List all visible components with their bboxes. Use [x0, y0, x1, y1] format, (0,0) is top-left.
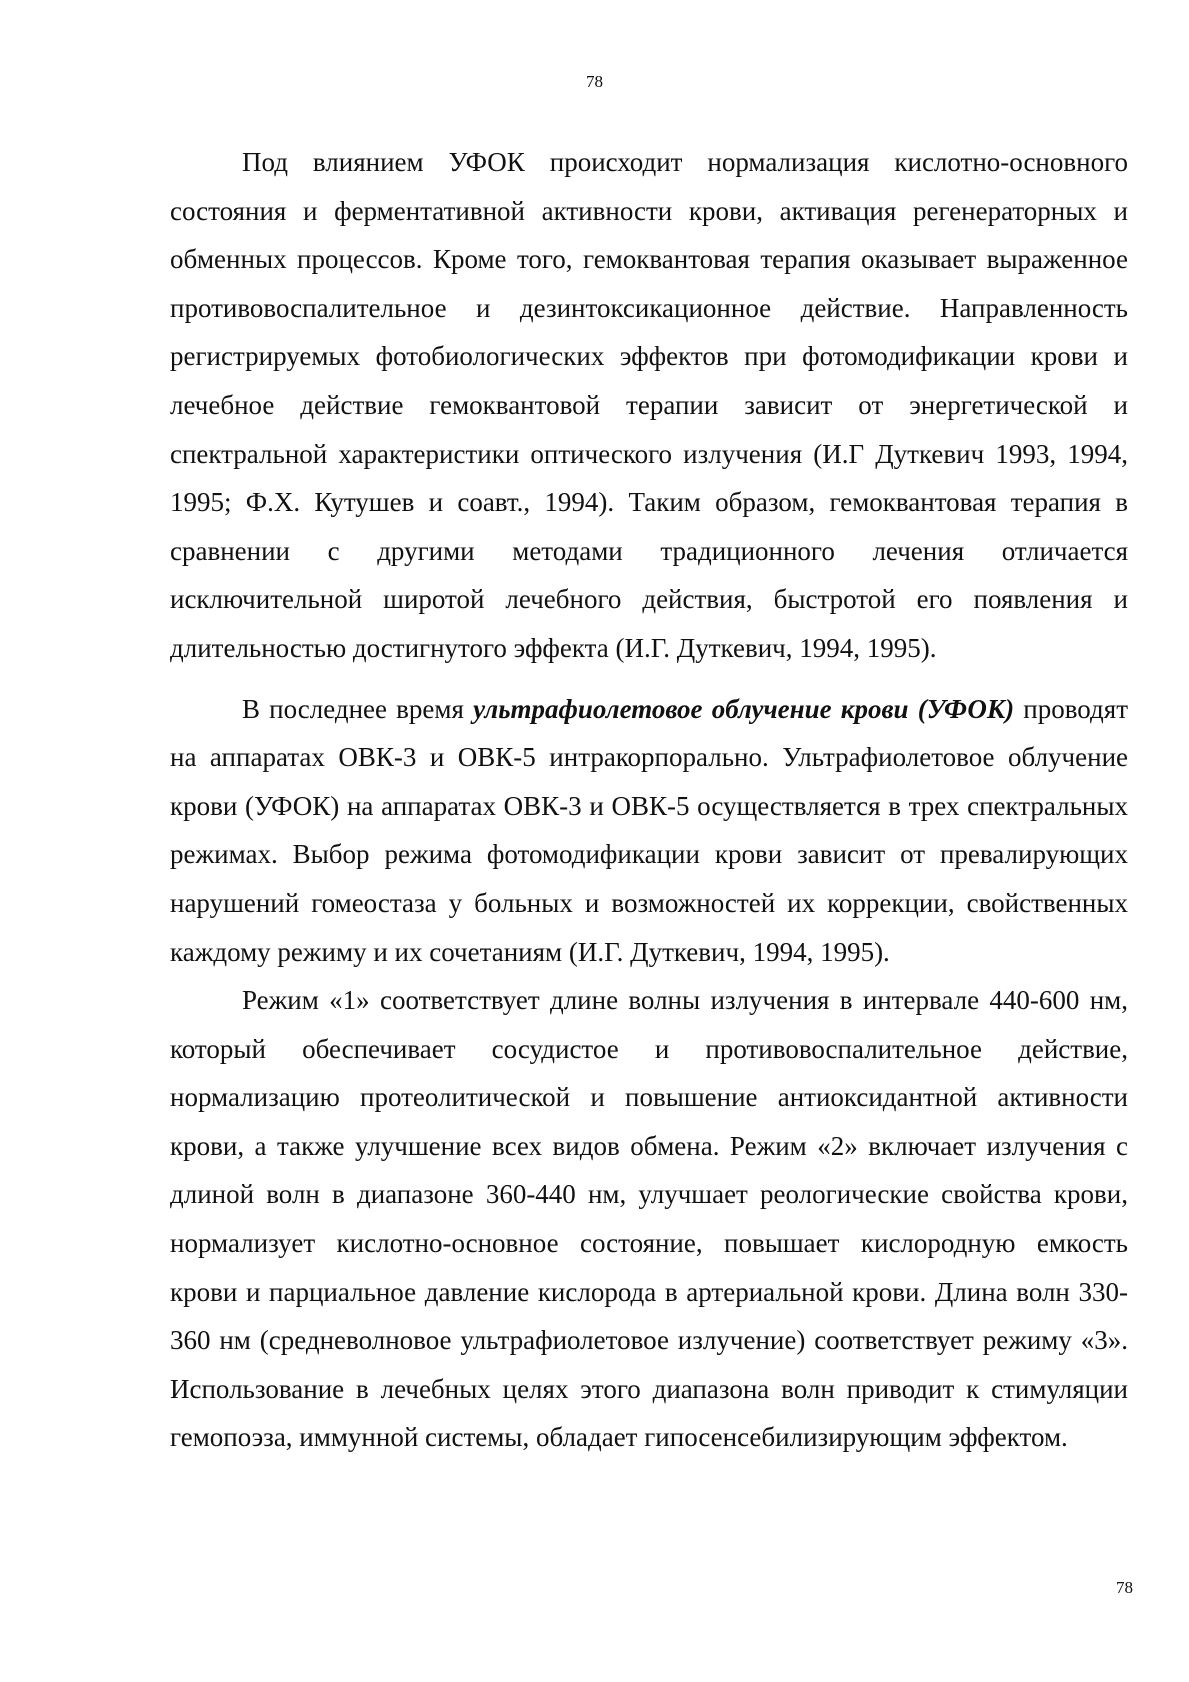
paragraph-2-start: В последнее время [242, 693, 474, 724]
paragraph-2-rest: проводят на аппаратах ОВК-3 и ОВК-5 интракорпорально. Ультрафиолетовое облучение крови (УФОК) на аппаратах ОВК-3 и ОВК-5 осуществляется в трех спектральных режимах. Выбор режима фотомодификации крови зависит от превалирующих нарушений гомеостаза у больных и возможностей их коррекции, свойственных каждому режиму и их сочетаниям (И.Г. Дуткевич, 1994, 1995). [170, 693, 1128, 967]
document-body [170, 138, 1128, 1462]
page-number-top: 78 [586, 72, 603, 91]
paragraph-2 [170, 685, 1128, 977]
paragraph-3: Режим «1» соответствует длине волны излучения в интервале 440-600 нм, который обеспечивает сосудистое и противовоспалительное действие, нормализацию протеолитической и повышение антиоксидантной активности крови, а также улучшение всех видов обмена. Режим «2» включает излучения с длиной волн в диапазоне 360-440 нм, улучшает реологические свойства крови, нормализует кислотно-основное состояние, повышает кислородную емкость крови и парциальное давление кислорода в артериальной крови. Длина волн 330-360 нм (средневолновое ультрафиолетовое излучение) соответствует режиму «3». Использование в лечебных целях этого диапазона волн приводит к стимуляции гемопоэза, иммунной системы, обладает гипосенсебилизирующим эффектом. [170, 985, 1128, 1453]
paragraph-2-emphasis: ультрафиолетовое облучение крови (УФОК) [473, 693, 1015, 724]
page-number-bottom: 78 [1116, 1578, 1133, 1597]
paragraph-1: Под влиянием УФОК происходит нормализация кислотно-основного состояния и ферментативной активности крови, активация регенераторных и обменных процессов. Кроме того, гемоквантовая терапия оказывает выраженное противовоспалительное и дезинтоксикационное действие. Направленность регистрируемых фотобиологических эффектов при фотомодификации крови и лечебное действие гемоквантовой терапии зависит от энергетической и спектральной характеристики оптического излучения (И.Г Дуткевич 1993, 1994, 1995; Ф.Х. Кутушев и соавт., 1994). Таким образом, гемоквантовая терапия в сравнении с другими методами традиционного лечения отличается исключительной широтой лечебного действия, быстротой его появления и длительностью достигнутого эффекта (И.Г. Дуткевич, 1994, 1995). [170, 147, 1128, 663]
